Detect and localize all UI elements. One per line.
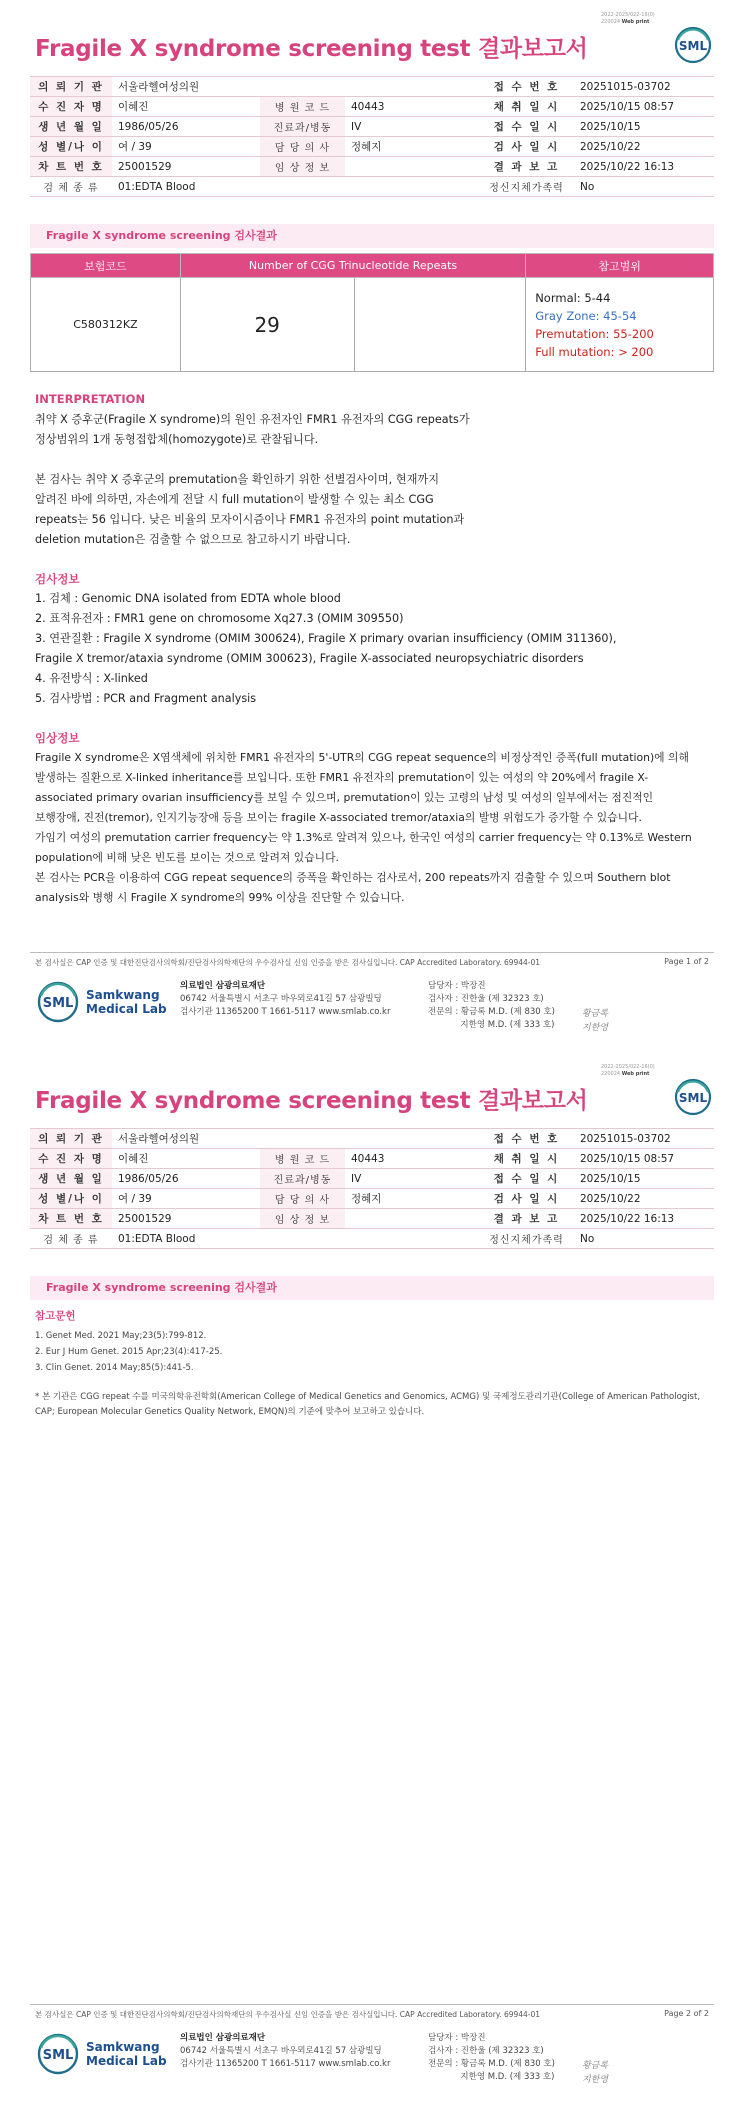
reference-item: 2. Eur J Hum Genet. 2015 Apr;23(4):417-25.	[35, 1347, 223, 1357]
footer-brand: Samkwang Medical Lab	[86, 988, 167, 1016]
signature-2: 지한영	[582, 1023, 609, 1033]
interpretation-heading: INTERPRETATION	[35, 392, 146, 406]
footer-address: 의료법인 삼광의료재단 06742 서울특별시 서초구 바우뫼로41길 57 삼광빌딩 검사기관 11365200 T 1661-5117 www.smlab.co.kr	[180, 2033, 391, 2069]
reference-range: Normal: 5-44 Gray Zone: 45-54 Premutation: 55-200 Full mutation: > 200	[526, 278, 714, 372]
interpretation-text: 취약 X 증후군(Fragile X syndrome)의 원인 유전자인 FMR1 유전자의 CGG repeats가 정상범위의 1개 동형접합체(homozygote)로 관찰됩니다. 본 검사는 취약 X 증후군의 premutation을 확인하기 위한 선별검사이며, 현재까지 알려진 바에 의하면, 자손에게 전달 시 full mutation이 발생할 수 있는 최소 CGG repeats는 56 입니다. 낮은 비율의 모자이시즘이나 FMR1 유전자의 point mutation과 deletion mutation은 검출할 수 없으므로 참고하시기 바랍니다.	[35, 413, 470, 546]
certification-note: 본 검사실은 CAP 인증 및 대한진단검사의학회/진단검사의학재단의 우수검사실 신임 인증을 받은 검사실입니다. CAP Accredited Laboratory. 69944-01	[35, 958, 541, 967]
footer-staff: 담당자 : 박장진 검사자 : 진한울 (제 32323 호) 전문의 : 황금록 M.D. (제 830 호) 지한영 M.D. (제 333 호)	[428, 981, 555, 1030]
references-list	[35, 1328, 222, 1376]
tested-value: 2025/10/22	[574, 137, 714, 157]
cgg-repeat-value: 29	[180, 278, 354, 372]
clinical-info-heading: 임상정보	[35, 731, 80, 745]
signature-1: 황금록	[582, 1009, 609, 1019]
sml-logo-icon	[674, 26, 712, 64]
dept-value: IV	[345, 117, 479, 137]
reported-value: 2025/10/22 16:13	[574, 157, 714, 177]
patient-info-table: 의 뢰 기 관 서울라헬여성의원 접 수 번 호 20251015-03702 수 진 자 명 이혜진 병 원 코 드 40443 채 취 일 시 2025/10/15 08:57 생 년 월 일 1986/05/26 진료과/병동 IV 접 수 일 시 2025/10/15 성 별/나 이 여 / 39 담 당 의 사 정혜지 검 사 일 시 2025/10/22 차 트 번 호 25001529 임 상 정 보 결 과 보 고 2025/10/22 16:13 검 체 종 류 01:EDTA Blood 정신지체가족력 No	[30, 76, 714, 197]
svg-text:SML: SML	[42, 996, 74, 1011]
result-table: 보험코드 Number of CGG Trinucleotide Repeats 참고범위 C580312KZ 29 Normal: 5-44 Gray Zone: 45-54 Premutation: 55-200 Full mutation: > 200	[30, 253, 714, 372]
reference-item: 3. Clin Genet. 2014 May;85(5):441-5.	[35, 1363, 194, 1373]
specimen-value: 01:EDTA Blood	[112, 177, 479, 197]
footer-brand: Samkwang Medical Lab	[86, 2040, 167, 2068]
test-info-text: 1. 검체 : Genomic DNA isolated from EDTA whole blood 2. 표적유전자 : FMR1 gene on chromosome Xq27.3 (OMIM 309550) 3. 연관질환 : Fragile X syndrome (OMIM 300624), Fragile X primary ovarian insufficiency (OMIM 311360), Fragile X tremor/ataxia syndrome (OMIM 300623), Fragile X-associated neuropsychiatric disorders 4. 유전방식 : X-linked 5. 검사방법 : PCR and Fragment analysis	[35, 592, 617, 705]
sml-footer-logo-icon	[36, 980, 80, 1024]
page-number: Page 2 of 2	[664, 2009, 709, 2018]
sml-footer-logo-icon	[36, 2032, 80, 2076]
page-number: Page 1 of 2	[664, 957, 709, 966]
report-page-2	[0, 1052, 744, 2104]
collected-value: 2025/10/15 08:57	[574, 97, 714, 117]
svg-text:SML: SML	[42, 2048, 74, 2063]
clinical-info-text: Fragile X syndrome은 X염색체에 위치한 FMR1 유전자의 5'-UTR의 CGG repeat sequence의 비정상적인 증폭(full mutation)에 의해 발생하는 질환으로 X-linked inheritance를 보입니다. 또한 FMR1 유전자의 premutation이 있는 여성의 약 20%에서 fragile X- associated primary ovarian insufficiency를 보일 수 있으며, premutation이 있는 고령의 남성 및 여성의 일부에서는 점진적인 보행장애, 진전(tremor), 인지기능장애 등을 보이는 fragile X-associated tremor/ataxia의 발병 위험도가 증가할 수 있습니다. 가임기 여성의 premutation carrier frequency는 약 1.3%로 알려져 있으나, 한국인 여성의 carrier frequency는 약 0.13%로 Western population에 비해 낮은 빈도를 보이는 것으로 알려져 있습니다. 본 검사는 PCR을 이용하여 CGG repeat sequence의 증폭을 확인하는 검사로서, 200 repeats까지 검출할 수 있으며 Southern blot analysis와 병행 시 Fragile X syndrome의 99% 이상을 진단할 수 있습니다.	[35, 751, 692, 904]
result-section-title: Fragile X syndrome screening 검사결과	[30, 1276, 714, 1300]
footer-staff: 담당자 : 박장진 검사자 : 진한울 (제 32323 호) 전문의 : 황금록 M.D. (제 830 호) 지한영 M.D. (제 333 호)	[428, 2033, 555, 2082]
patient-info-table: 의 뢰 기 관 서울라헬여성의원 접 수 번 호 20251015-03702 수 진 자 명 이혜진 병 원 코 드 40443 채 취 일 시 2025/10/15 08:57 생 년 월 일 1986/05/26 진료과/병동 IV 접 수 일 시 2025/10/15 성 별/나 이 여 / 39 담 당 의 사 정혜지 검 사 일 시 2025/10/22 차 트 번 호 25001529 임 상 정 보 결 과 보 고 2025/10/22 16:13 검 체 종 류 01:EDTA Blood 정신지체가족력 No	[30, 1128, 714, 1249]
chart-no-value: 25001529	[112, 157, 260, 177]
reference-item: 1. Genet Med. 2021 May;23(5):799-812.	[35, 1331, 207, 1341]
requester-value: 서울라헬여성의원	[112, 77, 479, 97]
result-section-title: Fragile X syndrome screening 검사결과	[30, 224, 714, 248]
patient-name-value: 이혜진	[112, 97, 260, 117]
test-info-heading: 검사정보	[35, 572, 80, 586]
signature-2: 지한영	[582, 2075, 609, 2085]
dob-value: 1986/05/26	[112, 117, 260, 137]
sml-logo-icon	[674, 1078, 712, 1116]
references-heading: 참고문헌	[35, 1310, 76, 1322]
print-meta: 2022-2025/022-16(0) 220024 Web print	[601, 1064, 655, 1077]
footer-divider	[30, 2004, 714, 2005]
result-blank-cell	[354, 278, 526, 372]
footer-address: 의료법인 삼광의료재단 06742 서울특별시 서초구 바우뫼로41길 57 삼광빌딩 검사기관 11365200 T 1661-5117 www.smlab.co.kr	[180, 981, 391, 1017]
doctor-value: 정혜지	[345, 137, 479, 157]
disability-value: No	[574, 177, 714, 197]
received-value: 2025/10/15	[574, 117, 714, 137]
report-title: Fragile X syndrome screening test 결과보고서	[35, 1088, 588, 1114]
report-title: Fragile X syndrome screening test 결과보고서	[35, 36, 588, 62]
insurance-code: C580312KZ	[31, 278, 181, 372]
sex-age-value: 여 / 39	[112, 137, 260, 157]
svg-text:SML: SML	[678, 39, 708, 53]
hospital-code-value: 40443	[345, 97, 479, 117]
footer-divider	[30, 952, 714, 953]
certification-note: 본 검사실은 CAP 인증 및 대한진단검사의학회/진단검사의학재단의 우수검사실 신임 인증을 받은 검사실입니다. CAP Accredited Laboratory. 69944-01	[35, 2010, 541, 2019]
signature-1: 황금록	[582, 2061, 609, 2071]
clinical-value	[345, 157, 479, 177]
receipt-no-value: 20251015-03702	[574, 77, 714, 97]
print-meta: 2022-2025/022-16(0) 220024 Web print	[601, 12, 655, 25]
standards-note: * 본 기관은 CGG repeat 수를 미국의학유전학회(American College of Medical Genetics and Genomics, ACMG) 및 국제정도관리기관(College of American Pathologist, CAP; European Molecular Genetics Quality Network, EMQN)의 기준에 맞추어 보고하고 있습니다.	[35, 1392, 701, 1417]
svg-text:SML: SML	[678, 1091, 708, 1105]
